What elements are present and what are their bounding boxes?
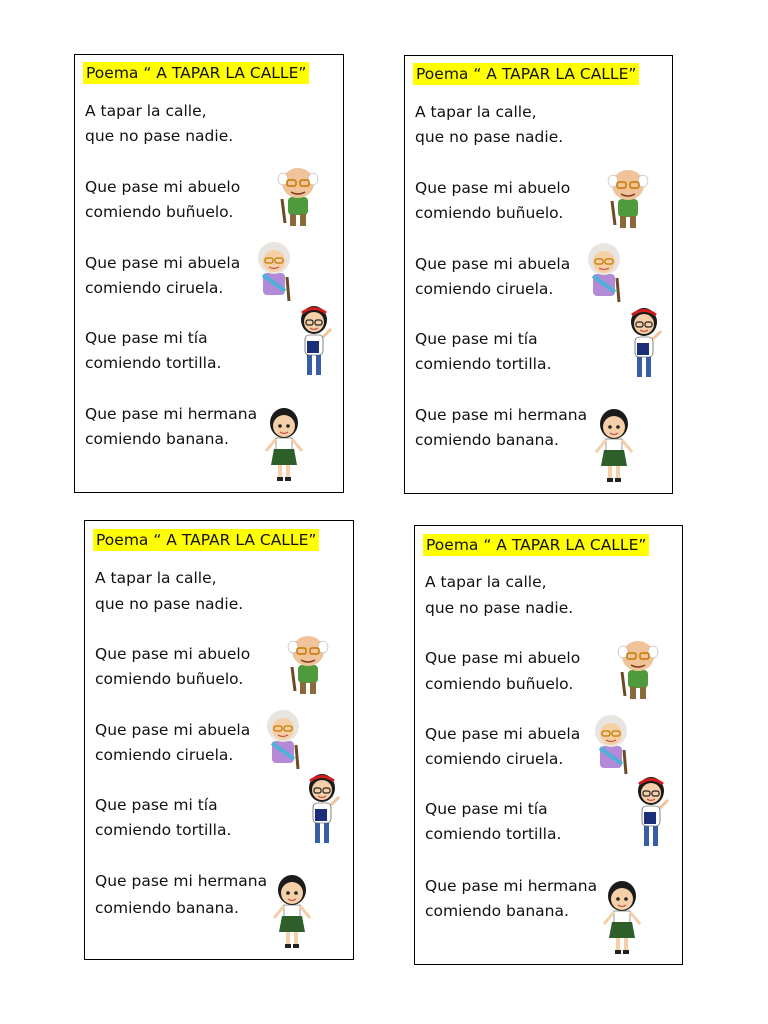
stanza-2-line-1: Que pase mi abuelo	[95, 645, 251, 663]
stanza-3-line-2: comiendo ciruela.	[425, 750, 564, 768]
stanza-1-line-2: que no pase nadie.	[425, 599, 574, 617]
stanza-2-line-1: Que pase mi abuelo	[415, 179, 571, 197]
stanza-2-line-2: comiendo buñuelo.	[415, 204, 564, 222]
poem-title: Poema “ A TAPAR LA CALLE”	[423, 534, 649, 556]
stanza-5-line-1: Que pase mi hermana	[85, 405, 258, 423]
grandmother-icon	[590, 714, 634, 776]
grandmother-icon	[583, 242, 627, 304]
sister-icon	[268, 874, 316, 950]
stanza-5-line-2: comiendo banana.	[95, 899, 239, 917]
stanza-4-line-1: Que pase mi tía	[95, 796, 218, 814]
stanza-1-line-1: A tapar la calle,	[425, 573, 547, 591]
aunt-icon	[625, 307, 665, 379]
stanza-4-line-1: Que pase mi tía	[425, 800, 548, 818]
grandfather-icon	[605, 167, 651, 229]
stanza-1-line-1: A tapar la calle,	[415, 103, 537, 121]
stanza-3-line-2: comiendo ciruela.	[85, 279, 224, 297]
grandfather-icon	[615, 638, 661, 700]
aunt-icon	[295, 305, 335, 377]
stanza-3-line-1: Que pase mi abuela	[85, 254, 241, 272]
sister-icon	[598, 880, 646, 956]
stanza-5-line-2: comiendo banana.	[415, 431, 559, 449]
stanza-3-line-1: Que pase mi abuela	[95, 721, 251, 739]
stanza-4-line-1: Que pase mi tía	[85, 329, 208, 347]
stanza-1-line-2: que no pase nadie.	[95, 595, 244, 613]
stanza-1-line-1: A tapar la calle,	[85, 102, 207, 120]
stanza-5-line-2: comiendo banana.	[425, 902, 569, 920]
grandfather-icon	[275, 165, 321, 227]
stanza-3-line-1: Que pase mi abuela	[415, 255, 571, 273]
poem-title: Poema “ A TAPAR LA CALLE”	[83, 62, 309, 84]
stanza-4-line-1: Que pase mi tía	[415, 330, 538, 348]
poem-title: Poema “ A TAPAR LA CALLE”	[93, 529, 319, 551]
poem-card-4	[414, 525, 683, 965]
stanza-2-line-1: Que pase mi abuelo	[85, 178, 241, 196]
stanza-3-line-2: comiendo ciruela.	[415, 280, 554, 298]
poem-card-1	[74, 54, 344, 493]
poem-card-2	[404, 55, 673, 494]
stanza-5-line-1: Que pase mi hermana	[415, 406, 588, 424]
poem-title: Poema “ A TAPAR LA CALLE”	[413, 63, 639, 85]
grandmother-icon	[253, 241, 297, 303]
stanza-5-line-1: Que pase mi hermana	[95, 872, 268, 890]
stanza-3-line-2: comiendo ciruela.	[95, 746, 234, 764]
stanza-2-line-1: Que pase mi abuelo	[425, 649, 581, 667]
stanza-5-line-2: comiendo banana.	[85, 430, 229, 448]
stanza-4-line-2: comiendo tortilla.	[425, 825, 562, 843]
stanza-2-line-2: comiendo buñuelo.	[95, 670, 244, 688]
aunt-icon	[632, 776, 672, 848]
stanza-1-line-2: que no pase nadie.	[85, 127, 234, 145]
poem-card-3	[84, 520, 354, 960]
stanza-1-line-1: A tapar la calle,	[95, 569, 217, 587]
sister-icon	[260, 407, 308, 483]
grandmother-icon	[262, 709, 306, 771]
stanza-3-line-1: Que pase mi abuela	[425, 725, 581, 743]
grandfather-icon	[285, 633, 331, 695]
stanza-5-line-1: Que pase mi hermana	[425, 877, 598, 895]
stanza-4-line-2: comiendo tortilla.	[85, 354, 222, 372]
stanza-4-line-2: comiendo tortilla.	[415, 355, 552, 373]
stanza-2-line-2: comiendo buñuelo.	[425, 675, 574, 693]
aunt-icon	[303, 773, 343, 845]
stanza-2-line-2: comiendo buñuelo.	[85, 203, 234, 221]
stanza-4-line-2: comiendo tortilla.	[95, 821, 232, 839]
stanza-1-line-2: que no pase nadie.	[415, 128, 564, 146]
sister-icon	[590, 408, 638, 484]
